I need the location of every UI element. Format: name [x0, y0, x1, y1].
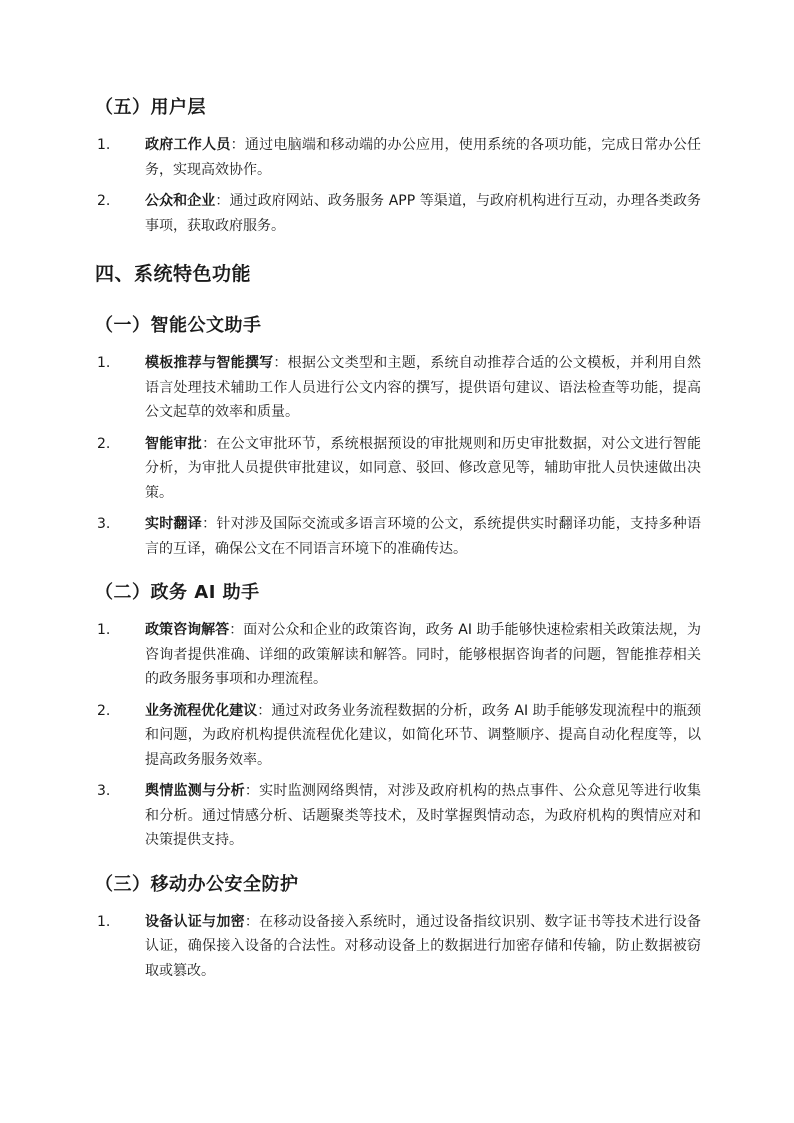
item-text: 面对公众和企业的政策咨询，政务 AI 助手能够快速检索相关政策法规，为咨询者提供准确、详细的政策解读和解答。同时，能够根据咨询者的问题，智能推荐相关的政务服务事项和办理流程。 — [145, 622, 702, 687]
item-separator: ： — [230, 137, 245, 153]
item-number: 2. — [97, 702, 111, 719]
item-separator: ： — [244, 913, 260, 930]
chapter-heading: 四、系统特色功能 — [95, 263, 252, 285]
item-separator: ： — [257, 702, 272, 719]
list-item — [95, 910, 701, 984]
list-item — [95, 779, 701, 853]
user-layer-list — [95, 133, 701, 238]
item-separator: ： — [273, 355, 288, 371]
item-separator: ： — [215, 193, 230, 209]
section-heading-user-layer: （五）用户层 — [95, 97, 206, 118]
list-item — [95, 189, 701, 238]
gov-ai-list — [95, 618, 701, 853]
section-heading-gov-ai: （二）政务 AI 助手 — [95, 582, 260, 603]
item-number: 2. — [97, 193, 111, 209]
item-term: 政府工作人员 — [145, 137, 231, 153]
item-term: 模板推荐与智能撰写 — [145, 355, 274, 371]
item-separator: ： — [202, 435, 217, 452]
item-text: 通过电脑端和移动端的办公应用，使用系统的各项功能，完成日常办公任务，实现高效协作。 — [145, 137, 702, 178]
item-term: 政策咨询解答 — [145, 622, 230, 638]
item-text: 实时监测网络舆情，对涉及政府机构的热点事件、公众意见等进行收集和分析。通过情感分析、话题聚类等技术，及时掌握舆情动态，为政府机构的舆情应对和决策提供支持。 — [145, 783, 702, 848]
item-term: 公众和企业 — [145, 193, 216, 209]
item-number: 3. — [97, 783, 111, 799]
item-text: 根据公文类型和主题，系统自动推荐合适的公文模板，并利用自然语言处理技术辅助工作人员进行公文内容的撰写，提供语句建议、语法检查等功能，提高公文起草的效率和质量。 — [145, 355, 702, 420]
section-heading-smart-document: （一）智能公文助手 — [95, 315, 262, 336]
item-text: 在移动设备接入系统时，通过设备指纹识别、数字证书等技术进行设备认证，确保接入设备的合法性。对移动设备上的数据进行加密存储和传输，防止数据被窃取或篡改。 — [145, 913, 702, 979]
list-item — [95, 699, 701, 773]
item-number: 2. — [97, 435, 111, 452]
item-term: 设备认证与加密 — [145, 913, 245, 930]
item-number: 1. — [97, 355, 111, 371]
item-term: 智能审批 — [145, 435, 203, 452]
mobile-security-list — [95, 910, 701, 984]
item-number: 1. — [97, 913, 111, 930]
list-item — [95, 512, 701, 561]
item-text: 通过对政务业务流程数据的分析，政务 AI 助手能够发现流程中的瓶颈和问题，为政府机构提供流程优化建议，如简化环节、调整顺序、提高自动化程度等，以提高政务服务效率。 — [145, 702, 702, 768]
item-number: 1. — [97, 622, 111, 638]
list-item — [95, 432, 701, 506]
document-content — [95, 90, 701, 983]
smart-document-list — [95, 351, 701, 561]
list-item — [95, 618, 701, 692]
item-separator: ： — [244, 783, 260, 799]
item-term: 实时翻译 — [145, 516, 203, 532]
item-separator: ： — [202, 516, 217, 532]
item-text: 在公文审批环节，系统根据预设的审批规则和历史审批数据，对公文进行智能分析，为审批人员提供审批建议，如同意、驳回、修改意见等，辅助审批人员快速做出决策。 — [145, 435, 702, 501]
item-number: 3. — [97, 516, 111, 532]
item-term: 业务流程优化建议 — [145, 702, 258, 719]
item-text: 针对涉及国际交流或多语言环境的公文，系统提供实时翻译功能，支持多种语言的互译，确保公文在不同语言环境下的准确传达。 — [145, 516, 702, 557]
item-separator: ： — [229, 622, 244, 638]
section-heading-mobile-security: （三）移动办公安全防护 — [95, 873, 299, 895]
list-item — [95, 351, 701, 425]
item-text: 通过政府网站、政务服务 APP 等渠道，与政府机构进行互动，办理各类政务事项，获取政府服务。 — [145, 193, 702, 234]
item-term: 舆情监测与分析 — [145, 783, 245, 799]
item-number: 1. — [97, 137, 111, 153]
list-item — [95, 133, 701, 182]
